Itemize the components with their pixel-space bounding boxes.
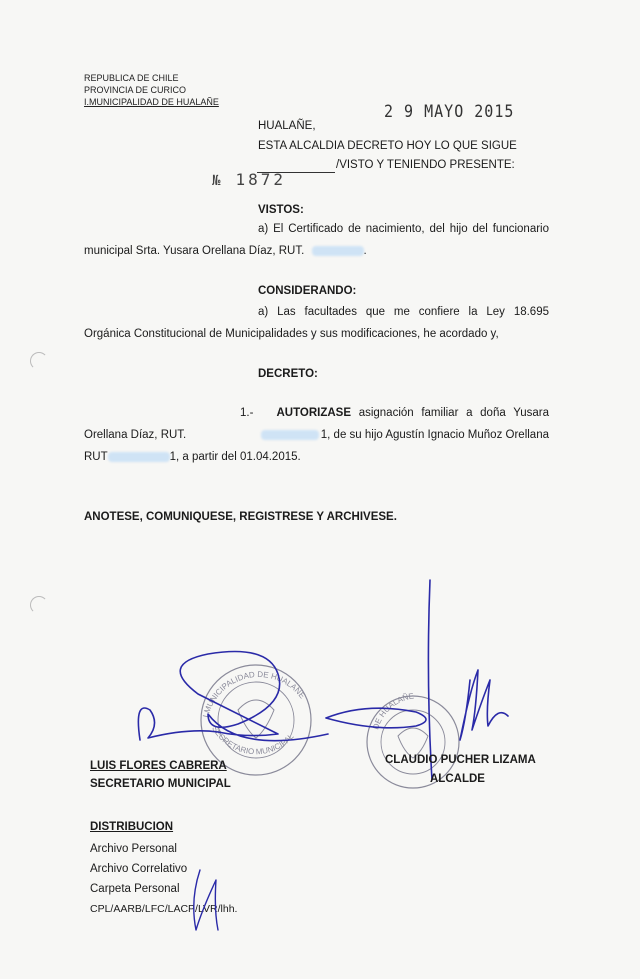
decreto-line-2-a: Orellana Díaz, RUT.	[84, 429, 187, 441]
decreto-line-2-b-wrap	[261, 428, 549, 442]
vistos-line-2: municipal Srta. Yusara Orellana Díaz, RUT. .	[84, 245, 367, 257]
decreto-line-1	[240, 406, 549, 420]
seal-left-bottom-text: SECRETARIO MUNICIPAL	[210, 724, 296, 757]
closing-formula: ANOTESE, COMUNIQUESE, REGISTRESE Y ARCHIVESE.	[84, 511, 397, 523]
secretary-name: LUIS FLORES CABRERA	[90, 760, 227, 772]
secretary-title: SECRETARIO MUNICIPAL	[90, 778, 231, 790]
letterhead-province: PROVINCIA DE CURICO	[84, 85, 187, 95]
decreto-keyword: AUTORIZASE	[276, 407, 351, 419]
distribution-item: Carpeta Personal	[90, 883, 180, 895]
seal-right-top-text: DE HUALAÑE	[371, 691, 415, 731]
decreto-line-3	[84, 450, 301, 464]
redacted-rut	[261, 430, 319, 440]
vistos-heading: VISTOS:	[258, 204, 304, 216]
date-stamp: 2 9 MAYO 2015	[384, 100, 515, 122]
redacted-rut	[312, 246, 364, 256]
decreto-line-3-a: RUT	[84, 451, 108, 463]
mayor-name: CLAUDIO PUCHER LIZAMA	[385, 754, 536, 766]
decree-number-stamp	[212, 170, 286, 189]
intro-line-2: /VISTO Y TENIENDO PRESENTE:	[336, 159, 515, 171]
considerando-line-2: Orgánica Constitucional de Municipalidades y sus modificaciones, he acordado y,	[84, 328, 499, 340]
intro-line-1: ESTA ALCALDIA DECRETO HOY LO QUE SIGUE	[258, 140, 517, 152]
decreto-line-2-b: 1, de su hijo Agustín Ignacio Muñoz Orellana	[320, 429, 549, 441]
distribution-heading: DISTRIBUCION	[90, 821, 174, 833]
considerando-line-1: a) Las facultades que me confiere la Ley 18.695	[258, 306, 549, 318]
distribution-item: CPL/AARB/LFC/LACP/LVR/lhh.	[90, 903, 238, 915]
vistos-line-1: a) El Certificado de nacimiento, del hijo del funcionario	[258, 223, 549, 235]
distribution-item: Archivo Correlativo	[90, 863, 188, 875]
vistos-line-2-text: municipal Srta. Yusara Orellana Díaz, RUT.	[84, 245, 305, 257]
letterhead	[84, 72, 219, 108]
decreto-item-number: 1.-	[240, 407, 254, 419]
decree-number: 1872	[235, 170, 286, 189]
decreto-line-2	[84, 428, 549, 442]
punch-hole-top	[30, 352, 48, 370]
decreto-heading: DECRETO:	[258, 368, 318, 380]
mayor-title: ALCALDE	[430, 773, 485, 785]
decreto-line-3-b: 1, a partir del 01.04.2015.	[169, 451, 301, 463]
considerando-heading: CONSIDERANDO:	[258, 285, 357, 297]
city-line: HUALAÑE,	[258, 120, 316, 132]
seal-left-top-text: I.MUNICIPALIDAD DE HUALAÑE	[201, 669, 307, 719]
decreto-line-1-rest: asignación familiar a doña Yusara	[358, 407, 550, 419]
distribution-item: Archivo Personal	[90, 843, 177, 855]
letterhead-country: REPUBLICA DE CHILE	[84, 73, 179, 83]
signature-right	[326, 580, 508, 780]
letterhead-municipality: I.MUNICIPALIDAD DE HUALAÑE	[84, 97, 219, 107]
distribution-initials-mark	[170, 860, 240, 940]
number-sign: №	[212, 173, 224, 189]
redacted-rut	[108, 452, 170, 462]
